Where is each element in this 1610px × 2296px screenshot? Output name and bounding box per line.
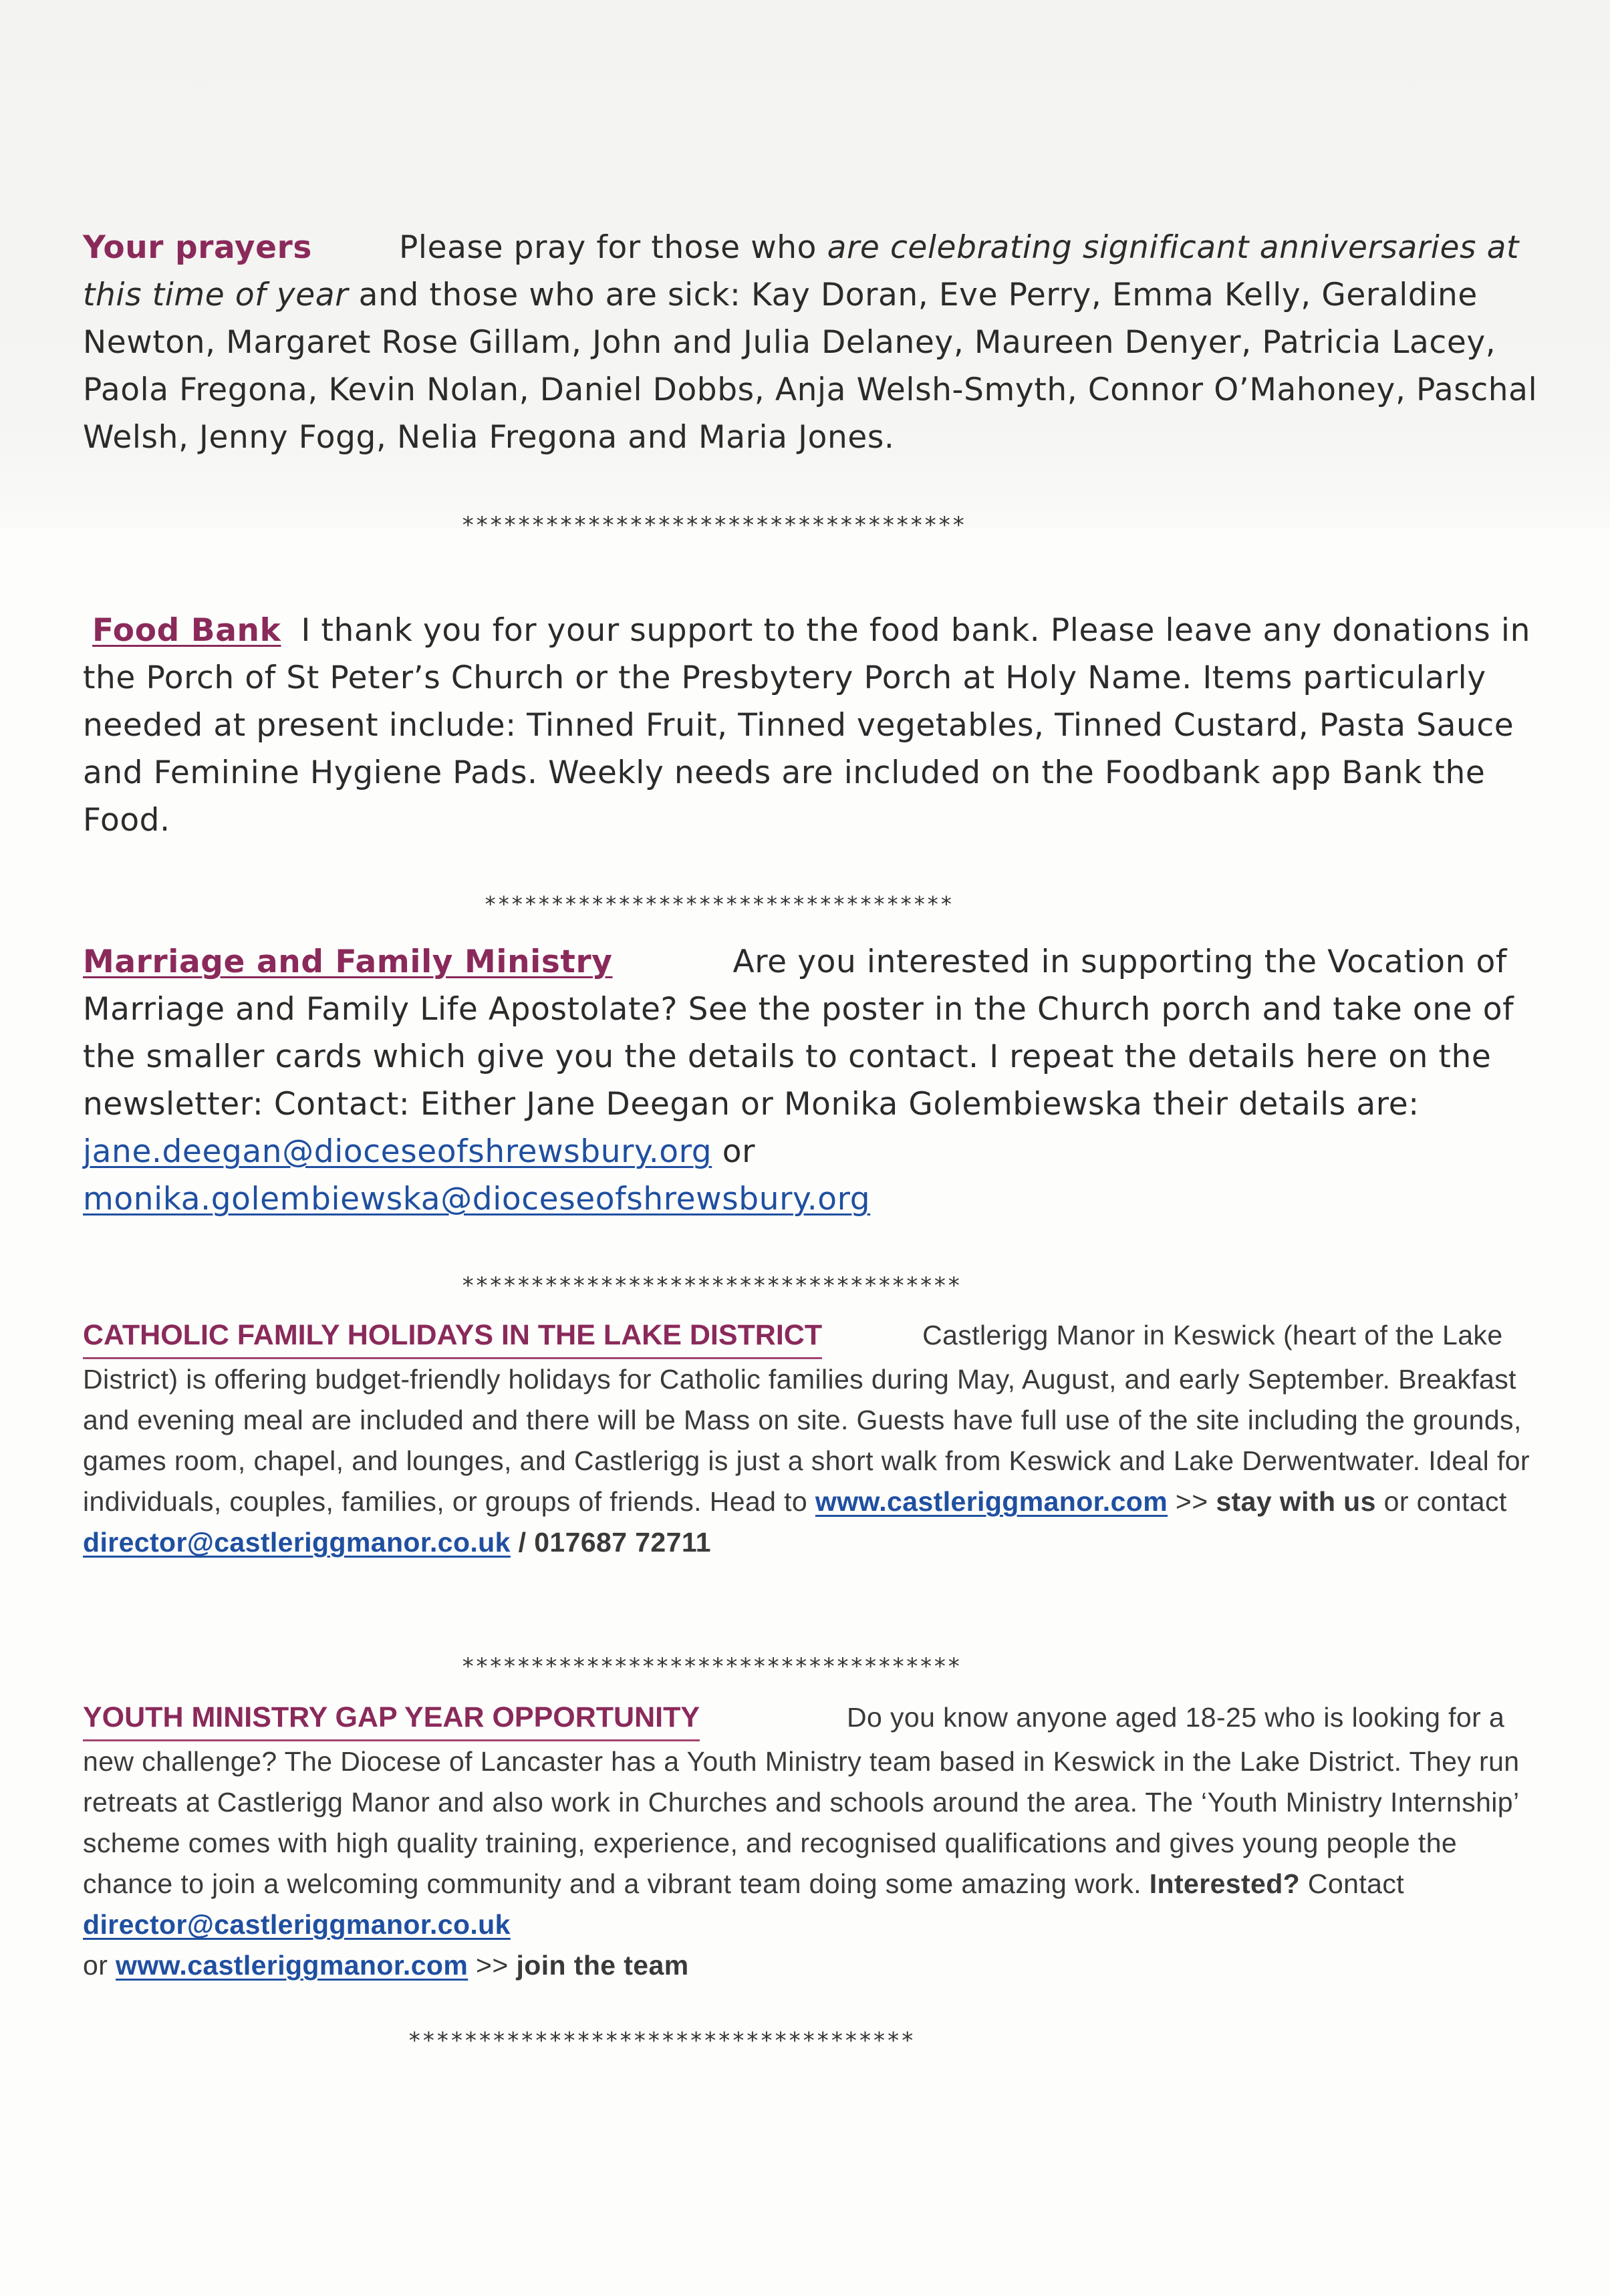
youth-heading: YOUTH MINISTRY GAP YEAR OPPORTUNITY bbox=[83, 1697, 700, 1741]
food-bank-heading: Food Bank bbox=[92, 612, 281, 649]
separator: ************************************ bbox=[461, 1653, 961, 1680]
interested-text: Interested? bbox=[1149, 1868, 1301, 1899]
website-link[interactable]: www.castleriggmanor.com bbox=[116, 1950, 468, 1981]
separator: ************************************ bbox=[461, 512, 966, 539]
youth-or: or bbox=[83, 1950, 116, 1981]
separator: *********************************** bbox=[484, 891, 954, 917]
youth-arrows: >> bbox=[468, 1950, 517, 1981]
youth-body: Do you know anyone aged 18-25 who is looking for a new challenge? The Diocese of Lancaster has a Youth Ministry team based in Keswick in the Lake District. They run retreats at Castlerigg Manor and also work in Churches and schools around the area. The ‘Youth Ministry Internship’ scheme comes with high quality training, experience, and recognised qualifications and gives young people the chance to join a welcoming community and a vibrant team doing some amazing work. bbox=[83, 1702, 1520, 1899]
email-link-jane[interactable]: jane.deegan@dioceseofshrewsbury.org bbox=[83, 1133, 712, 1170]
marriage-heading: Marriage and Family Ministry bbox=[83, 944, 613, 980]
prayers-emphasis: are celebrating significant anniversaries at this time of year bbox=[83, 229, 1520, 313]
food-bank-section bbox=[83, 607, 1553, 844]
food-bank-body: I thank you for your support to the food bank. Please leave any donations in the Porch of St Peter’s Church or the Presbytery Porch at Holy Name. Items particularly needed at present include: Tinned Fruit, Tinned vegetables, Tinned Custard, Pasta Sauce and Feminine Hygiene Pads. Weekly needs are included on the Foodbank app Bank the Food. bbox=[83, 612, 1530, 839]
prayers-section bbox=[83, 224, 1553, 461]
separator: ************************************ bbox=[408, 2027, 915, 2054]
holidays-body: Castlerigg Manor in Keswick (heart of the Lake District) is offering budget-friendly holidays for Catholic families during May, August, and early September. Breakfast and evening meal are included and there will be Mass on site. Guests have full use of the site including the grounds, games room, chapel, and lounges, and Castlerigg is just a short walk from Keswick and Lake Derwentwater. Ideal for individuals, couples, families, or groups of friends. Head to bbox=[83, 1320, 1530, 1517]
holidays-section bbox=[83, 1315, 1553, 1563]
email-link-monika[interactable]: monika.golembiewska@dioceseofshrewsbury.org bbox=[83, 1181, 871, 1217]
email-link-director[interactable]: director@castleriggmanor.co.uk bbox=[83, 1527, 511, 1558]
marriage-section bbox=[83, 938, 1553, 1223]
youth-section bbox=[83, 1697, 1553, 1986]
phone-number: / 017687 72711 bbox=[510, 1527, 711, 1558]
prayers-heading: Your prayers bbox=[83, 229, 312, 266]
prayers-list: and those who are sick: Kay Doran, Eve Perry, Emma Kelly, Geraldine Newton, Margaret Rose Gillam, John and Julia Delaney, Maureen Denyer, Patricia Lacey, Paola Fregona, Kevin Nolan, Daniel Dobbs, Anja Welsh-Smyth, Connor O’Mahoney, Paschal Welsh, Jenny Fogg, Nelia Fregona and Maria Jones. bbox=[83, 277, 1538, 456]
holidays-arrows: >> bbox=[1168, 1486, 1216, 1517]
holidays-contact: or contact bbox=[1375, 1486, 1507, 1517]
marriage-body: Are you interested in supporting the Vocation of Marriage and Family Life Apostolate? See the poster in the Church porch and take one of the smaller cards which give you the details to contact. I repeat the details here on the newsletter: Contact: Either Jane Deegan or Monika Golembiewska their details are: bbox=[83, 944, 1514, 1123]
marriage-or: or bbox=[712, 1133, 756, 1170]
holidays-heading: CATHOLIC FAMILY HOLIDAYS IN THE LAKE DISTRICT bbox=[83, 1315, 822, 1359]
prayers-intro: Please pray for those who bbox=[398, 229, 827, 266]
website-link[interactable]: www.castleriggmanor.com bbox=[815, 1486, 1168, 1517]
separator: ************************************ bbox=[461, 1272, 961, 1299]
youth-contact: Contact bbox=[1300, 1868, 1405, 1899]
join-the-team-text: join the team bbox=[516, 1950, 689, 1981]
stay-with-us-text: stay with us bbox=[1216, 1486, 1376, 1517]
email-link-director[interactable]: director@castleriggmanor.co.uk bbox=[83, 1909, 511, 1940]
